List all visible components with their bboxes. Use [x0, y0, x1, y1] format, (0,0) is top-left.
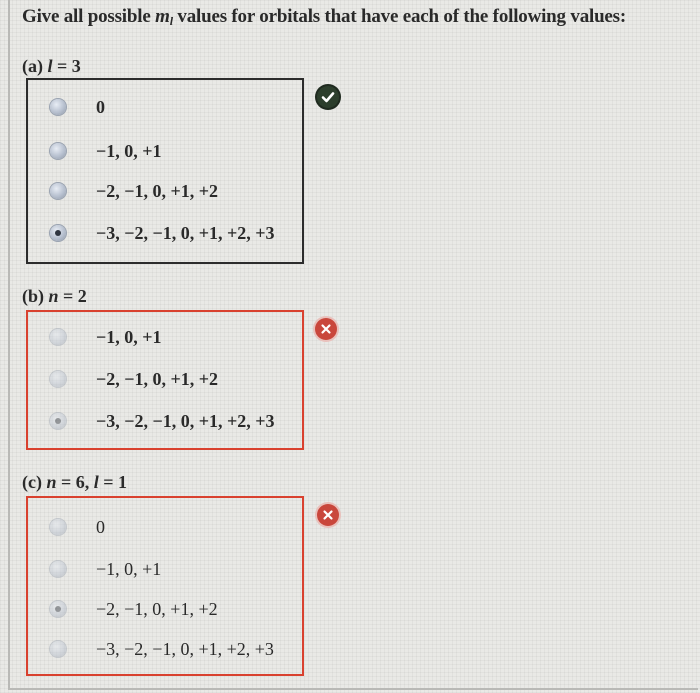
- part-a-option-4[interactable]: [28, 218, 298, 248]
- radio-button[interactable]: [50, 183, 66, 199]
- option-label: −3, −2, −1, 0, +1, +2, +3: [96, 638, 274, 659]
- option-label: −1, 0, +1: [96, 140, 162, 161]
- radio-button-selected[interactable]: [50, 601, 66, 617]
- checkmark-icon: [317, 86, 339, 108]
- part-c-option-4[interactable]: [28, 634, 298, 664]
- radio-button[interactable]: [50, 641, 66, 657]
- radio-button[interactable]: [50, 329, 66, 345]
- part-c-option-1[interactable]: [28, 512, 298, 542]
- part-b-option-2[interactable]: [28, 364, 298, 394]
- part-a-answer-box: [26, 78, 304, 264]
- option-label: −2, −1, 0, +1, +2: [96, 368, 219, 389]
- option-label: −1, 0, +1: [96, 326, 162, 347]
- radio-button[interactable]: [50, 99, 66, 115]
- radio-button-selected[interactable]: [50, 225, 66, 241]
- ml-symbol: m: [155, 6, 170, 27]
- part-c-label: (c) n = 6, l = 1: [22, 472, 128, 492]
- part-a-option-1[interactable]: [28, 92, 298, 122]
- part-b-option-3[interactable]: [28, 406, 298, 436]
- option-label: −3, −2, −1, 0, +1, +2, +3: [96, 410, 275, 431]
- option-label: 0: [96, 96, 105, 117]
- radio-button[interactable]: [50, 519, 66, 535]
- question-suffix: values for orbitals that have each of the following values:: [172, 6, 626, 27]
- part-c-answer-box: [26, 496, 304, 676]
- question-prompt: [22, 6, 626, 29]
- part-a-option-3[interactable]: [28, 176, 298, 206]
- option-label: −2, −1, 0, +1, +2: [96, 598, 218, 619]
- option-label: −1, 0, +1: [96, 558, 162, 579]
- radio-button-selected[interactable]: [50, 413, 66, 429]
- option-label: −2, −1, 0, +1, +2: [96, 180, 219, 201]
- x-icon: [315, 318, 337, 340]
- radio-button[interactable]: [50, 143, 66, 159]
- part-a-option-2[interactable]: [28, 136, 298, 166]
- part-a-label: (a) l = 3: [22, 56, 81, 76]
- radio-button[interactable]: [50, 561, 66, 577]
- part-c-option-3[interactable]: [28, 594, 298, 624]
- part-b-answer-box: [26, 310, 304, 450]
- question-prefix: Give all possible: [22, 6, 156, 27]
- x-icon: [317, 504, 339, 526]
- option-label: −3, −2, −1, 0, +1, +2, +3: [96, 222, 275, 243]
- option-label: 0: [96, 516, 105, 537]
- radio-button[interactable]: [50, 371, 66, 387]
- part-c-option-2[interactable]: [28, 554, 298, 584]
- ml-subscript: l: [169, 14, 173, 28]
- part-b-label: (b) n = 2: [22, 286, 87, 306]
- part-b-option-1[interactable]: [28, 322, 298, 352]
